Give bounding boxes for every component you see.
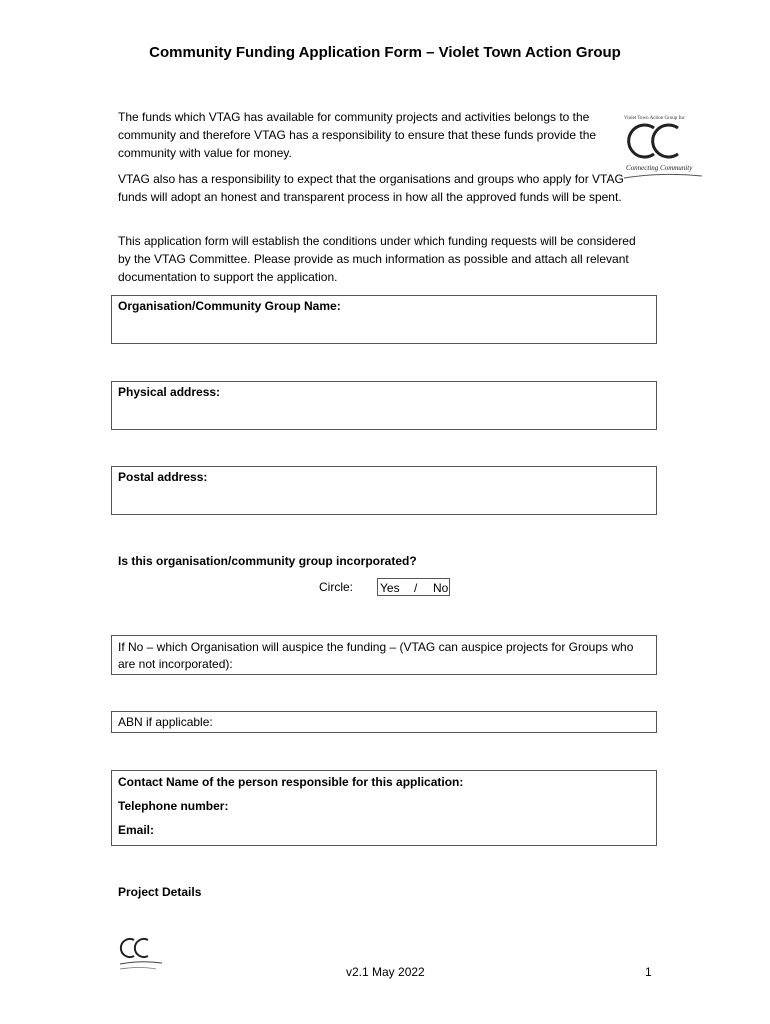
no-option[interactable]: No (433, 581, 449, 595)
telephone-label: Telephone number: (118, 799, 229, 813)
contact-details-box[interactable] (111, 770, 657, 846)
footer-logo (116, 932, 166, 978)
logo-script-text: Connecting Community (626, 164, 693, 172)
incorporated-yes-no[interactable] (377, 578, 450, 596)
intro-paragraph-1: The funds which VTAG has available for community projects and activities belongs to the community and therefore VTAG has a responsibility to ensure that these funds provide the community with value for money. (118, 110, 597, 160)
yes-option[interactable]: Yes (380, 581, 400, 595)
postal-address-field[interactable] (111, 466, 657, 515)
logo-tiny-text: Violet Town Action Group Inc (624, 116, 685, 121)
auspice-field[interactable] (111, 635, 657, 675)
email-label: Email: (118, 823, 155, 837)
footer-version: v2.1 May 2022 (346, 965, 425, 979)
incorporated-question: Is this organisation/community group incorporated? (118, 554, 417, 568)
contact-name-label: Contact Name of the person responsible for this application: (118, 775, 464, 789)
physical-address-field[interactable] (111, 381, 657, 430)
intro-paragraph-3: This application form will establish the conditions under which funding requests will be considered by the VTAG Committee. Please provide as much information as possible and attach all relevant documentation to support the application. (118, 234, 636, 284)
footer-logo-graphic (116, 932, 166, 978)
org-name-field[interactable] (111, 295, 657, 344)
physical-address-label: Physical address: (118, 385, 221, 399)
yes-no-separator: / (414, 581, 418, 595)
page-number: 1 (645, 965, 652, 979)
org-name-label: Organisation/Community Group Name: (118, 299, 341, 313)
postal-address-label: Postal address: (118, 470, 208, 484)
intro-paragraph-2: VTAG also has a responsibility to expect that the organisations and groups who apply for VTAG funds will adopt an honest and transparent process in how all the approved funds will be spent. (118, 172, 624, 204)
page-title: Community Funding Application Form – Violet Town Action Group (149, 44, 621, 61)
circle-label: Circle: (319, 580, 354, 594)
abn-field[interactable] (111, 711, 657, 733)
auspice-label: If No – which Organisation will auspice the funding – (VTAG can auspice projects for Groups who are not incorporated): (118, 640, 634, 671)
project-details-heading: Project Details (118, 885, 202, 899)
abn-label: ABN if applicable: (118, 715, 213, 729)
